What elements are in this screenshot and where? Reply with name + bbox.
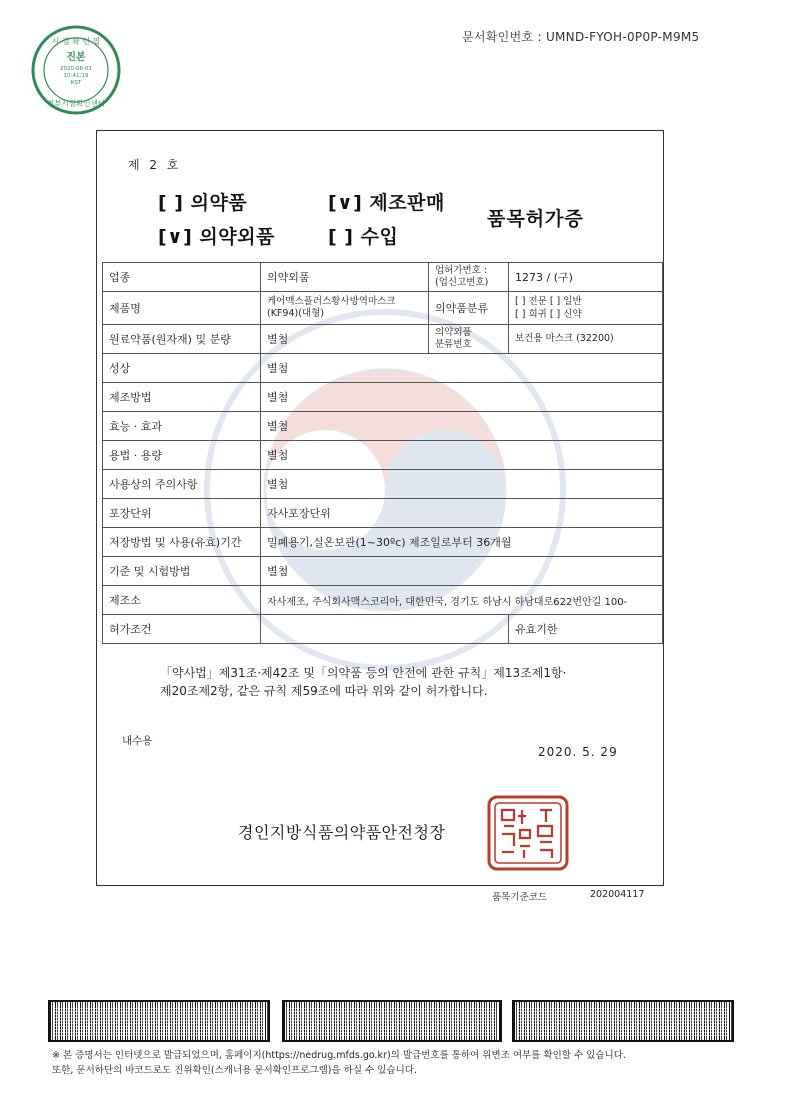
standard-code-label: 품목기준코드 [492, 892, 548, 903]
option-quasi-drug: [∨] 의약외품 [158, 226, 275, 248]
legal-line1: 「약사법」제31조·제42조 및「의약품 등의 안전에 관한 규칙」제13조제1항· [160, 666, 567, 680]
value-storage: 밀폐용기,실온보관(1~30ºc) 제조일로부터 36개월 [261, 528, 663, 557]
label-industry: 업종 [103, 263, 261, 292]
table-row [103, 292, 663, 325]
value-approval-conditions [261, 615, 509, 644]
stamp-time: 10:41:19 [63, 73, 89, 79]
issuer-name: 경인지방식품의약품안전청장 [238, 823, 446, 842]
label-manufacturing-method: 제조방법 [103, 383, 261, 412]
value-industry: 의약외품 [261, 263, 429, 292]
product-name-l2: (KF94)(대형) [267, 308, 324, 319]
value-test-method: 별첨 [261, 557, 663, 586]
label-drug-class: 의약품분류 [429, 292, 509, 325]
verification-barcode-2 [282, 1000, 502, 1042]
table-row [103, 354, 663, 383]
certificate-title: 품목허가증 [487, 208, 584, 230]
value-license-number: 1273 / (구) [509, 263, 663, 292]
drug-class-row1: [ ] 전문 [ ] 일반 [515, 296, 582, 307]
value-precautions: 별첨 [261, 470, 663, 499]
label-storage: 저장방법 및 사용(유효)기간 [103, 528, 261, 557]
value-quasi-class-number: 보건용 마스크 (32200) [509, 325, 663, 354]
label-quasi-l2: 분류번호 [435, 339, 472, 350]
table-row [103, 615, 663, 644]
footer-note [52, 1048, 752, 1078]
option-import: [ ] 수입 [328, 226, 399, 248]
value-ingredients: 별첨 [261, 325, 429, 354]
label-ingredients: 원료약품(원자재) 및 분량 [103, 325, 261, 354]
label-quasi-class-number [429, 325, 509, 354]
label-license-l2: (업신고번호) [435, 277, 489, 288]
stamp-main: 진본 [66, 52, 86, 63]
label-test-method: 기준 및 시험방법 [103, 557, 261, 586]
table-row [103, 586, 663, 615]
table-row [103, 325, 663, 354]
doc-number-line: 문서확인번호 : UMND-FYOH-0P0P-M9M5 [462, 30, 700, 44]
option-pharmaceutical: [ ] 의약품 [158, 192, 248, 214]
verification-barcode-3 [512, 1000, 734, 1042]
value-manufacturer: 자사제조, 주식회사맥스코리아, 대한민국, 경기도 하남시 하남대로622번안길 100- [261, 586, 663, 615]
timestamp-seal [30, 24, 122, 116]
label-manufacturer: 제조소 [103, 586, 261, 615]
footer-note-line1: ※ 본 증명서는 인터넷으로 발급되었으며, 홈페이지(https://nedrug.mfds.go.kr)의 발급번호를 통하여 위변조 여부를 확인할 수 있습니다. [52, 1050, 626, 1061]
value-efficacy: 별첨 [261, 412, 663, 441]
label-packaging-unit: 포장단위 [103, 499, 261, 528]
issue-date: 2020. 5. 29 [538, 745, 618, 759]
label-precautions: 사용상의 주의사항 [103, 470, 261, 499]
form-number: 제 2 호 [128, 158, 182, 172]
table-row [103, 499, 663, 528]
verification-barcode-1 [48, 1000, 270, 1042]
value-product-name [261, 292, 429, 325]
label-efficacy: 효능 · 효과 [103, 412, 261, 441]
label-product-name: 제품명 [103, 292, 261, 325]
internal-use-label: 내수용 [122, 735, 153, 747]
value-drug-class [509, 292, 663, 325]
product-info-table [102, 262, 663, 644]
value-dosage: 별첨 [261, 441, 663, 470]
drug-class-row2: [ ] 희귀 [ ] 신약 [515, 309, 582, 320]
value-packaging-unit: 자사포장단위 [261, 499, 663, 528]
label-dosage: 용법 · 용량 [103, 441, 261, 470]
doc-number-label: 문서확인번호 [462, 30, 534, 44]
label-quasi-l1: 의약외품 [435, 327, 472, 338]
footer-note-line2: 또한, 문서하단의 바코드로도 진위확인(스캐너용 문서확인프로그램)을 하실 수 있습니다. [52, 1065, 417, 1076]
table-row [103, 383, 663, 412]
stamp-tz: KST [70, 80, 82, 86]
label-license-number [429, 263, 509, 292]
table-row [103, 470, 663, 499]
doc-number: UMND-FYOH-0P0P-M9M5 [545, 30, 700, 44]
legal-line2: 제20조제2항, 같은 규칙 제59조에 따라 위와 같이 허가합니다. [160, 684, 488, 698]
table-row [103, 557, 663, 586]
table-row [103, 263, 663, 292]
table-row [103, 412, 663, 441]
stamp-line1: 시 점 확 인 필 [51, 37, 101, 46]
product-name-l1: 케어맥스플러스황사방역마스크 [267, 296, 396, 307]
value-appearance: 별첨 [261, 354, 663, 383]
value-manufacturing-method: 별첨 [261, 383, 663, 412]
label-license-l1: 업허가번호 : [435, 265, 488, 276]
table-row [103, 441, 663, 470]
label-appearance: 성상 [103, 354, 261, 383]
official-red-seal [486, 794, 570, 872]
stamp-center: 정부시점확인센터 [47, 99, 105, 108]
table-row [103, 528, 663, 557]
option-manufacture-sale: [∨] 제조판매 [328, 192, 445, 214]
label-approval-conditions: 허가조건 [103, 615, 261, 644]
legal-statement [160, 664, 630, 700]
label-expiry: 유효기한 [509, 615, 663, 644]
standard-code-value: 202004117 [590, 889, 645, 900]
stamp-date: 2020-06-01 [60, 66, 92, 72]
